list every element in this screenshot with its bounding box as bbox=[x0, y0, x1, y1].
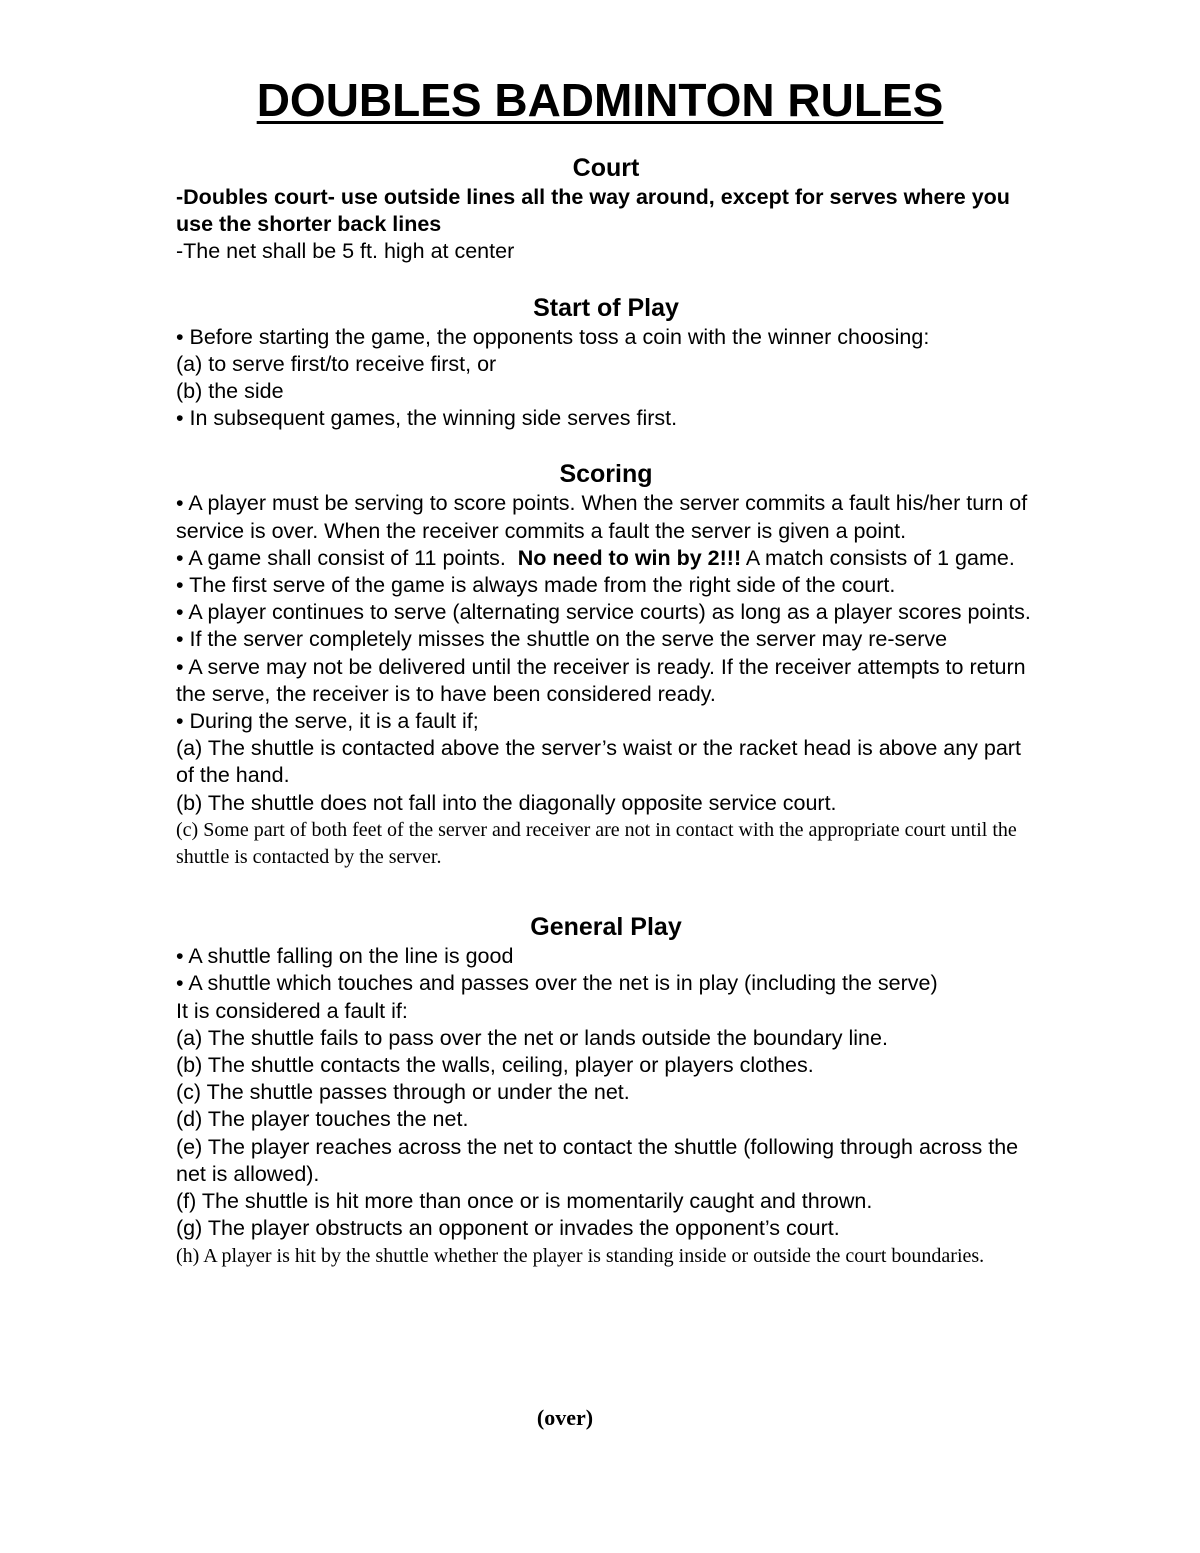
general-rule: • A shuttle which touches and passes over the net is in play (including the serve) bbox=[176, 971, 938, 996]
scoring-rule-game-length bbox=[176, 545, 1036, 572]
scoring-rule: • The first serve of the game is always made from the right side of the court. bbox=[176, 573, 896, 598]
general-rule: (f) The shuttle is hit more than once or is momentarily caught and thrown. bbox=[176, 1189, 873, 1214]
page-title: DOUBLES BADMINTON RULES bbox=[256, 74, 944, 126]
scoring-rule-text: A match consists of 1 game. bbox=[741, 545, 1015, 570]
scoring-rule-emphasis: No need to win by 2!!! bbox=[517, 545, 742, 570]
heading-court: Court bbox=[572, 154, 640, 182]
section-spacer bbox=[176, 266, 1036, 292]
general-rule: (c) The shuttle passes through or under the net. bbox=[176, 1080, 630, 1105]
section-general-play bbox=[176, 911, 1036, 1269]
scoring-rule: • If the server completely misses the shuttle on the serve the server may re-serve bbox=[176, 627, 948, 652]
general-rule: (b) The shuttle contacts the walls, ceiling, player or players clothes. bbox=[176, 1053, 814, 1078]
start-rule: • In subsequent games, the winning side serves first. bbox=[176, 406, 678, 431]
general-rule: (a) The shuttle fails to pass over the net or lands outside the boundary line. bbox=[176, 1025, 888, 1050]
general-rule: (g) The player obstructs an opponent or invades the opponent’s court. bbox=[176, 1216, 840, 1241]
heading-start-of-play: Start of Play bbox=[533, 293, 679, 322]
court-rule-net-height: -The net shall be 5 ft. high at center bbox=[176, 239, 515, 264]
general-rule: (e) The player reaches across the net to contact the shuttle (following through across the net is allowed). bbox=[176, 1134, 1019, 1186]
heading-scoring: Scoring bbox=[559, 460, 653, 489]
section-court bbox=[176, 152, 1036, 266]
section-spacer bbox=[176, 432, 1036, 458]
scoring-rule: • A player must be serving to score points. When the server commits a fault his/her turn of service is over. When the receiver commits a fault the server is given a point. bbox=[176, 491, 1028, 543]
scoring-rule: • A serve may not be delivered until the receiver is ready. If the receiver attempts to return the serve, the receiver is to have been considered ready. bbox=[176, 654, 1026, 706]
scoring-rule-serif: (c) Some part of both feet of the server and receiver are not in contact with the appropriate court until the shuttle is contacted by the server. bbox=[176, 818, 1017, 869]
section-spacer bbox=[176, 871, 1036, 911]
page-footer-over: (over) bbox=[536, 1405, 594, 1430]
scoring-rule: • During the serve, it is a fault if; bbox=[176, 709, 479, 734]
general-rule-serif: (h) A player is hit by the shuttle whether the player is standing inside or outside the court boundaries. bbox=[176, 1244, 985, 1267]
scoring-rule-text: • A game shall consist of 11 points. bbox=[176, 545, 518, 570]
start-rule: • Before starting the game, the opponents toss a coin with the winner choosing: bbox=[176, 324, 930, 349]
general-rule: It is considered a fault if: bbox=[176, 998, 408, 1023]
scoring-rule: • A player continues to serve (alternating service courts) as long as a player scores points. bbox=[176, 600, 1031, 625]
document-body bbox=[176, 152, 1036, 1270]
general-rule: (d) The player touches the net. bbox=[176, 1107, 469, 1132]
scoring-rule: (b) The shuttle does not fall into the diagonally opposite service court. bbox=[176, 790, 837, 815]
heading-general-play: General Play bbox=[530, 913, 682, 942]
section-start-of-play bbox=[176, 292, 1036, 433]
scoring-rule: (a) The shuttle is contacted above the server’s waist or the racket head is above any part of the hand. bbox=[176, 736, 1021, 788]
general-rule: • A shuttle falling on the line is good bbox=[176, 944, 514, 969]
start-rule: (a) to serve first/to receive first, or bbox=[176, 351, 497, 376]
section-scoring bbox=[176, 458, 1036, 871]
court-rule-doubles-court: -Doubles court- use outside lines all the way around, except for serves where you use the shorter back lines bbox=[176, 185, 1010, 237]
start-rule: (b) the side bbox=[176, 379, 284, 404]
